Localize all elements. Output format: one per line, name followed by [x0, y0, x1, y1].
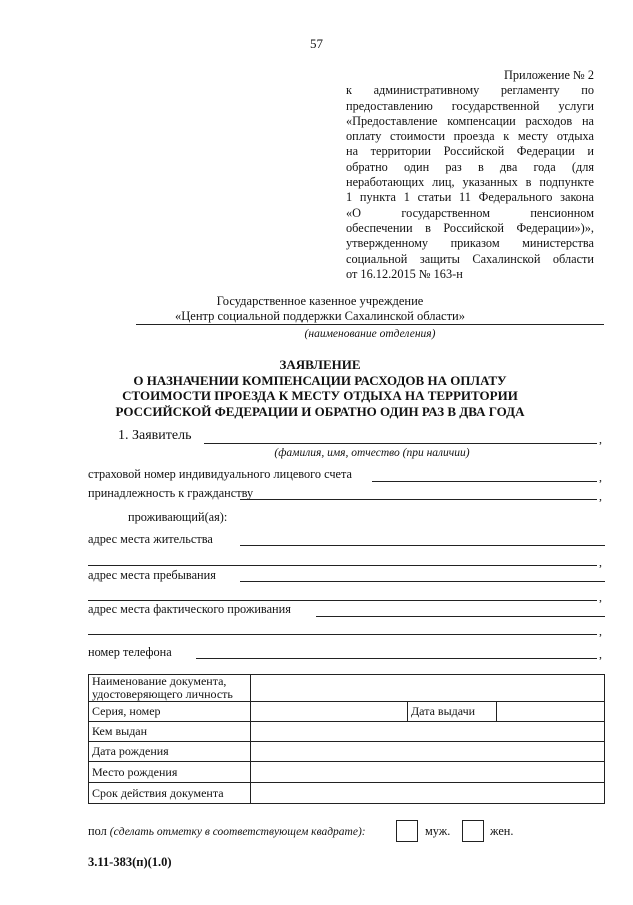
table-row [89, 722, 605, 742]
validity-cell[interactable] [251, 783, 605, 804]
applicant-name-note: (фамилия, имя, отчество (при наличии) [274, 447, 470, 459]
male-checkbox[interactable] [396, 820, 418, 842]
birth-date-cell[interactable] [251, 742, 605, 762]
table-row [89, 702, 605, 722]
appendix-block [346, 68, 594, 282]
doc-name-label: Наименование документа, удостоверяющего личность [89, 675, 251, 702]
comma: , [599, 624, 602, 638]
table-row [89, 742, 605, 762]
birth-date-label: Дата рождения [89, 742, 251, 762]
comma: , [599, 647, 602, 661]
organization-line-2: «Центр социальной поддержки Сахалинской области» [175, 309, 465, 323]
male-label: муж. [425, 824, 451, 838]
table-row [89, 783, 605, 804]
appendix-title: Приложение № 2 [503, 68, 594, 82]
phone-label: номер телефона [88, 645, 172, 659]
residence-address-label: адрес места жительства [88, 532, 213, 546]
actual-address-label: адрес места фактического проживания [88, 602, 291, 616]
snils-label: страховой номер индивидуального лицевого счета [88, 467, 352, 481]
stay-address-line-2[interactable] [88, 600, 597, 601]
applicant-name-line[interactable] [204, 443, 597, 444]
appendix-line: к административному регламенту по [346, 83, 594, 98]
appendix-line: предоставлению государственной услуги [346, 98, 594, 113]
female-checkbox[interactable] [462, 820, 484, 842]
appendix-line: оплату стоимости проезда к месту отдыха [346, 129, 594, 144]
table-row [89, 762, 605, 783]
comma: , [599, 590, 602, 604]
appendix-line: «О государственном пенсионном [346, 205, 594, 220]
residence-address-line[interactable] [240, 545, 605, 546]
comma: , [599, 432, 602, 446]
identity-document-table [88, 674, 605, 804]
appendix-line: социальной защиты Сахалинской области [346, 251, 594, 266]
residing-label: проживающий(ая): [128, 510, 228, 524]
issued-by-cell[interactable] [251, 722, 605, 742]
issue-date-label: Дата выдачи [408, 702, 497, 722]
table-row [89, 675, 605, 702]
residence-address-line-2[interactable] [88, 565, 597, 566]
department-line[interactable] [136, 324, 604, 325]
series-number-cell[interactable] [251, 702, 408, 722]
validity-label: Срок действия документа [89, 783, 251, 804]
stay-address-line[interactable] [240, 581, 605, 582]
stay-address-label: адрес места пребывания [88, 568, 216, 582]
issue-date-cell[interactable] [497, 702, 605, 722]
appendix-line: обеспечении в Российской Федерации»)», [346, 220, 594, 235]
form-title [60, 357, 580, 419]
citizenship-line[interactable] [240, 499, 597, 500]
form-title-line-4: РОССИЙСКОЙ ФЕДЕРАЦИИ И ОБРАТНО ОДИН РАЗ В ДВА ГОДА [115, 403, 525, 419]
organization-line-1: Государственное казенное учреждение [216, 294, 424, 308]
actual-address-line-2[interactable] [88, 634, 597, 635]
department-note: (наименование отделения) [304, 328, 436, 340]
birth-place-cell[interactable] [251, 762, 605, 783]
page-number: 57 [310, 36, 323, 51]
issued-by-label: Кем выдан [89, 722, 251, 742]
comma: , [599, 555, 602, 569]
appendix-line: на территории Российской Федерации и [346, 144, 594, 159]
appendix-line: обратно один раз в два года (для [346, 159, 594, 174]
series-number-label: Серия, номер [89, 702, 251, 722]
female-label: жен. [490, 824, 514, 838]
appendix-line: неработающих лиц, указанных в подпункте [346, 175, 594, 190]
gender-row [88, 824, 366, 839]
comma: , [599, 470, 602, 484]
appendix-line: утвержденному приказом министерства [346, 236, 594, 251]
snils-line[interactable] [372, 481, 597, 482]
form-title-line-1: ЗАЯВЛЕНИЕ [279, 357, 361, 372]
appendix-line: «Предоставление компенсации расходов на [346, 113, 594, 128]
form-title-line-2: О НАЗНАЧЕНИИ КОМПЕНСАЦИИ РАСХОДОВ НА ОПЛАТУ [133, 372, 507, 388]
citizenship-label: принадлежность к гражданству [88, 486, 254, 500]
appendix-date-line: от 16.12.2015 № 163-н [346, 266, 463, 281]
comma: , [599, 489, 602, 503]
gender-note: (сделать отметку в соответствующем квадрате): [109, 826, 366, 838]
actual-address-line[interactable] [316, 616, 605, 617]
birth-place-label: Место рождения [89, 762, 251, 783]
doc-name-cell[interactable] [251, 675, 605, 702]
form-code: 3.11-383(п)(1.0) [88, 855, 172, 869]
appendix-line: 1 пункта 1 статьи 11 Федерального закона [346, 190, 594, 205]
form-title-line-3: СТОИМОСТИ ПРОЕЗДА К МЕСТУ ОТДЫХА НА ТЕРРИТОРИИ [122, 388, 518, 403]
applicant-section-label: 1. Заявитель [118, 428, 192, 443]
gender-label: пол [88, 824, 107, 838]
phone-line[interactable] [196, 658, 597, 659]
